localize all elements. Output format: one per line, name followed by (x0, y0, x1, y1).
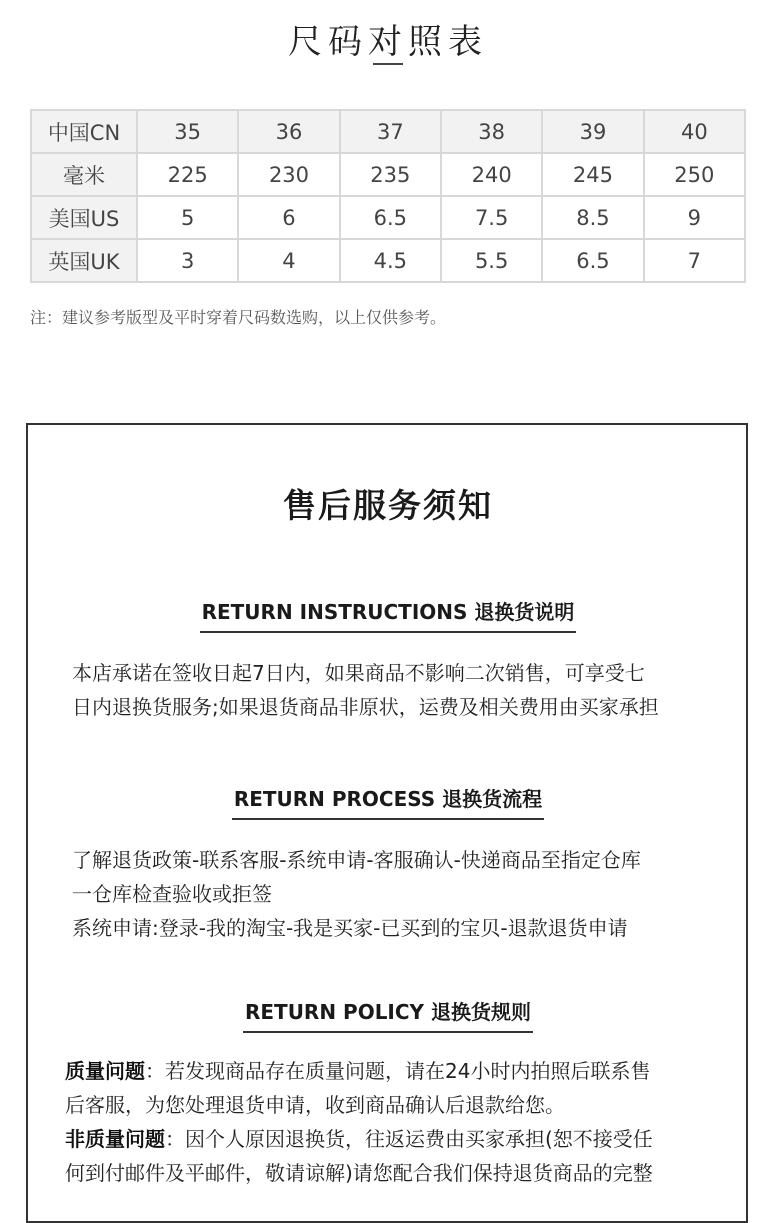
paragraph-line: 系统申请:登录-我的淘宝-我是买家-已买到的宝贝-退款退货申请 (72, 916, 628, 940)
size-cell: 225 (137, 153, 238, 196)
title-divider (373, 63, 403, 65)
quality-issue-text: ：若发现商品存在质量问题，请在24小时内拍照后联系售 (145, 1059, 651, 1083)
return-policy-heading (0, 996, 776, 1033)
size-table (30, 109, 746, 283)
size-cell: 6 (238, 196, 339, 239)
size-row (31, 153, 745, 196)
size-cell: 6.5 (542, 239, 643, 282)
return-instructions-text (72, 656, 712, 724)
size-row-label: 毫米 (31, 153, 137, 196)
return-policy-text (65, 1054, 725, 1190)
size-cell: 8.5 (542, 196, 643, 239)
size-row-label: 英国UK (31, 239, 137, 282)
return-instructions-heading (0, 596, 776, 633)
size-cell: 5 (137, 196, 238, 239)
after-sales-title: 售后服务须知 (283, 486, 493, 525)
return-instructions-heading-text: RETURN INSTRUCTIONS 退换货说明 (200, 596, 577, 633)
size-chart-title: 尺码对照表 (288, 22, 488, 62)
size-cell: 4.5 (340, 239, 441, 282)
size-row (31, 110, 745, 153)
size-row (31, 196, 745, 239)
size-cell: 230 (238, 153, 339, 196)
size-cell: 35 (137, 110, 238, 153)
paragraph-line: 日内退换货服务;如果退货商品非原状，运费及相关费用由买家承担 (72, 695, 659, 719)
non-quality-issue-text: ：因个人原因退换货，往返运费由买家承担(恕不接受任 (165, 1127, 653, 1151)
size-cell: 5.5 (441, 239, 542, 282)
size-cell: 9 (644, 196, 745, 239)
paragraph-line: 本店承诺在签收日起7日内，如果商品不影响二次销售，可享受七 (72, 661, 645, 685)
size-cell: 7 (644, 239, 745, 282)
paragraph-line: 了解退货政策-联系客服-系统申请-客服确认-快递商品至指定仓库 (72, 848, 641, 872)
size-row-label: 中国CN (31, 110, 137, 153)
non-quality-issue-label: 非质量问题 (65, 1127, 165, 1151)
size-cell: 4 (238, 239, 339, 282)
paragraph-line (65, 1122, 725, 1156)
size-cell: 37 (340, 110, 441, 153)
size-cell: 38 (441, 110, 542, 153)
size-cell: 40 (644, 110, 745, 153)
size-row (31, 239, 745, 282)
return-policy-heading-text: RETURN POLICY 退换货规则 (243, 996, 533, 1033)
size-cell: 250 (644, 153, 745, 196)
paragraph-line: 后客服，为您处理退货申请，收到商品确认后退款给您。 (65, 1093, 565, 1117)
size-cell: 6.5 (340, 196, 441, 239)
paragraph-line: 一仓库检查验收或拒签 (72, 882, 272, 906)
size-cell: 235 (340, 153, 441, 196)
size-cell: 39 (542, 110, 643, 153)
size-cell: 245 (542, 153, 643, 196)
paragraph-line: 何到付邮件及平邮件，敬请谅解)请您配合我们保持退货商品的完整 (65, 1161, 653, 1185)
return-process-text (72, 843, 712, 945)
size-note: 注：建议参考版型及平时穿着尺码数选购，以上仅供参考。 (30, 308, 447, 327)
size-cell: 36 (238, 110, 339, 153)
size-cell: 240 (441, 153, 542, 196)
quality-issue-label: 质量问题 (65, 1059, 145, 1083)
return-process-heading (0, 783, 776, 820)
size-cell: 3 (137, 239, 238, 282)
paragraph-line (65, 1054, 725, 1088)
size-row-label: 美国US (31, 196, 137, 239)
size-cell: 7.5 (441, 196, 542, 239)
return-process-heading-text: RETURN PROCESS 退换货流程 (232, 783, 544, 820)
